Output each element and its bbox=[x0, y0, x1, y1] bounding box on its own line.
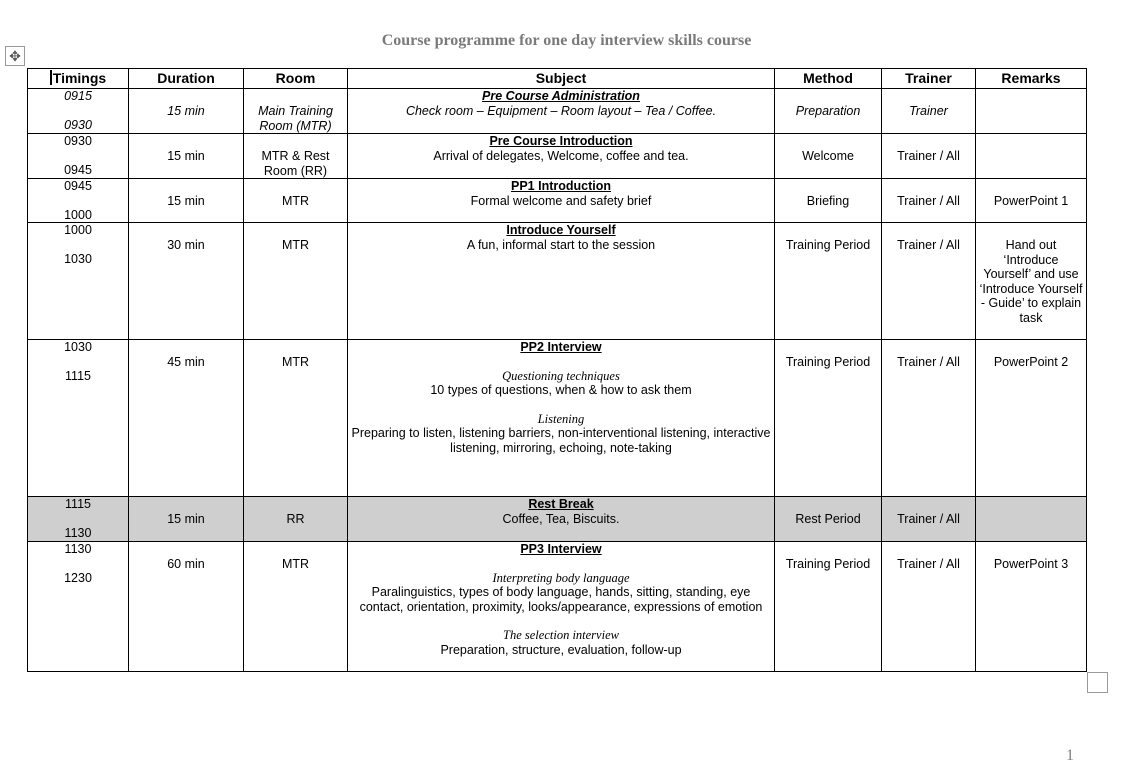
trainer-cell: Trainer / All bbox=[882, 497, 976, 542]
table-move-handle-icon[interactable]: ✥ bbox=[5, 46, 25, 66]
subject-title: Rest Break bbox=[528, 497, 594, 511]
section-heading: Listening bbox=[537, 411, 585, 426]
room-cell: MTR bbox=[244, 223, 348, 340]
subject-cell: Introduce Yourself A fun, informal start to the session bbox=[348, 223, 775, 340]
subject-title: PP3 Interview bbox=[520, 542, 602, 556]
duration-cell: 45 min bbox=[129, 340, 244, 497]
timings-cell: 0915 0930 bbox=[28, 89, 129, 134]
subject-title: Pre Course Administration bbox=[482, 89, 640, 103]
remarks-cell bbox=[976, 134, 1087, 179]
table-resize-handle[interactable] bbox=[1087, 672, 1108, 693]
header-subject: Subject bbox=[348, 69, 775, 89]
timings-cell: 0945 1000 bbox=[28, 179, 129, 223]
duration-cell: 15 min bbox=[129, 497, 244, 542]
header-remarks: Remarks bbox=[976, 69, 1087, 89]
duration-cell: 15 min bbox=[129, 134, 244, 179]
room-cell: MTR bbox=[244, 179, 348, 223]
duration-cell: 15 min bbox=[129, 89, 244, 134]
trainer-cell: Trainer bbox=[882, 89, 976, 134]
room-cell: RR bbox=[244, 497, 348, 542]
section-heading: Questioning techniques bbox=[502, 368, 620, 383]
timings-cell: 1115 1130 bbox=[28, 497, 129, 542]
remarks-cell: PowerPoint 1 bbox=[976, 179, 1087, 223]
method-cell: Welcome bbox=[775, 134, 882, 179]
subject-cell: PP2 Interview Questioning techniques 10 types of questions, when & how to ask them Listening Preparing to listen, listening barriers, non-interventional listening, interactive listening, mirroring, echoing, note-taking bbox=[348, 340, 775, 497]
subject-cell: PP3 Interview Interpreting body language Paralinguistics, types of body language, hands, sitting, standing, eye contact, orientation, proximity, looks/appearance, expressions of emotion The selection interview Preparation, structure, evaluation, follow-up bbox=[348, 542, 775, 672]
header-method: Method bbox=[775, 69, 882, 89]
subject-cell: Pre Course Administration Check room – Equipment – Room layout – Tea / Coffee. bbox=[348, 89, 775, 134]
table-row bbox=[28, 223, 1087, 340]
subject-title: Pre Course Introduction bbox=[489, 134, 633, 148]
timings-cell: 1000 1030 bbox=[28, 223, 129, 340]
table-header-row bbox=[28, 69, 1087, 89]
remarks-cell: PowerPoint 3 bbox=[976, 542, 1087, 672]
room-cell: MTR bbox=[244, 542, 348, 672]
table-row bbox=[28, 340, 1087, 497]
header-timings: Timings bbox=[28, 69, 129, 89]
duration-cell: 60 min bbox=[129, 542, 244, 672]
trainer-cell: Trainer / All bbox=[882, 134, 976, 179]
remarks-cell bbox=[976, 89, 1087, 134]
remarks-cell: PowerPoint 2 bbox=[976, 340, 1087, 497]
header-room: Room bbox=[244, 69, 348, 89]
table-row bbox=[28, 542, 1087, 672]
header-trainer: Trainer bbox=[882, 69, 976, 89]
trainer-cell: Trainer / All bbox=[882, 223, 976, 340]
table-row bbox=[28, 134, 1087, 179]
subject-title: Introduce Yourself bbox=[506, 223, 616, 237]
table-row bbox=[28, 497, 1087, 542]
trainer-cell: Trainer / All bbox=[882, 340, 976, 497]
remarks-cell: Hand out ‘Introduce Yourself’ and use ‘Introduce Yourself - Guide’ to explain task bbox=[976, 223, 1087, 340]
method-cell: Preparation bbox=[775, 89, 882, 134]
text-cursor bbox=[50, 70, 52, 85]
method-cell: Training Period bbox=[775, 542, 882, 672]
trainer-cell: Trainer / All bbox=[882, 542, 976, 672]
subject-cell: Pre Course Introduction Arrival of delegates, Welcome, coffee and tea. bbox=[348, 134, 775, 179]
timings-cell: 1030 1115 bbox=[28, 340, 129, 497]
subject-cell: PP1 Introduction Formal welcome and safety brief bbox=[348, 179, 775, 223]
room-cell: Main Training Room (MTR) bbox=[244, 89, 348, 134]
subject-title: PP1 Introduction bbox=[511, 179, 611, 193]
section-heading: Interpreting body language bbox=[492, 570, 630, 585]
room-cell: MTR & Rest Room (RR) bbox=[244, 134, 348, 179]
method-cell: Rest Period bbox=[775, 497, 882, 542]
method-cell: Briefing bbox=[775, 179, 882, 223]
method-cell: Training Period bbox=[775, 223, 882, 340]
remarks-cell bbox=[976, 497, 1087, 542]
page-title: Course programme for one day interview skills course bbox=[381, 32, 752, 49]
page-number: 1 bbox=[1066, 747, 1074, 764]
method-cell: Training Period bbox=[775, 340, 882, 497]
duration-cell: 30 min bbox=[129, 223, 244, 340]
table-row bbox=[28, 89, 1087, 134]
trainer-cell: Trainer / All bbox=[882, 179, 976, 223]
timings-cell: 0930 0945 bbox=[28, 134, 129, 179]
course-programme-table bbox=[27, 68, 1087, 672]
subject-cell: Rest Break Coffee, Tea, Biscuits. bbox=[348, 497, 775, 542]
timings-cell: 1130 1230 bbox=[28, 542, 129, 672]
header-duration: Duration bbox=[129, 69, 244, 89]
room-cell: MTR bbox=[244, 340, 348, 497]
subject-title: PP2 Interview bbox=[520, 340, 602, 354]
table-row bbox=[28, 179, 1087, 223]
section-heading: The selection interview bbox=[503, 628, 619, 642]
duration-cell: 15 min bbox=[129, 179, 244, 223]
